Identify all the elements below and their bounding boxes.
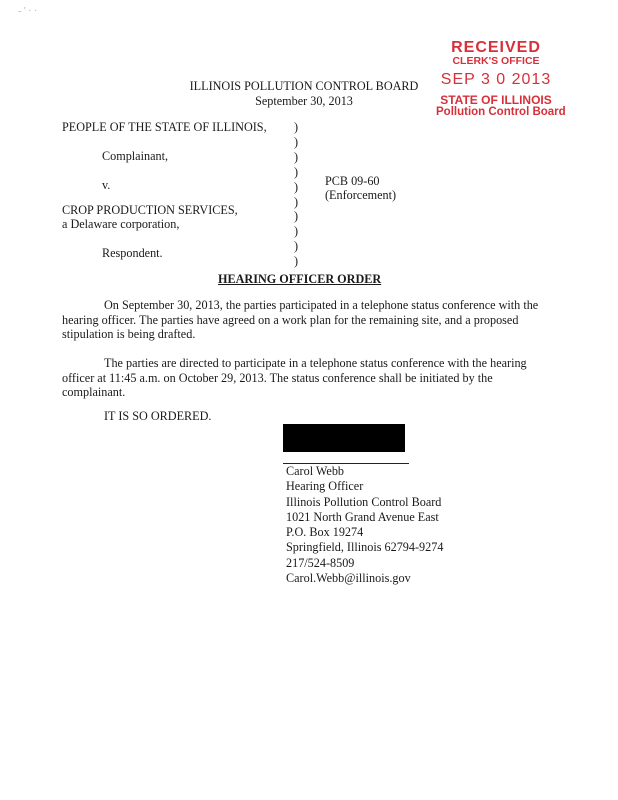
order-title: HEARING OFFICER ORDER [218,272,382,286]
signer-po-box: P.O. Box 19274 [286,525,364,540]
redacted-signature [283,424,405,452]
stamp-state: STATE OF ILLINOIS [440,93,552,107]
signer-city: Springfield, Illinois 62794-9274 [286,540,444,555]
order-paragraph-1: On September 30, 2013, the parties participated in a telephone status conference with the hearing officer. The parties have agreed on a work plan for the remaining site, and a proposed stipulation is being drafted. [62,298,539,341]
stamp-received: RECEIVED [451,39,541,56]
paren: ) [294,120,299,134]
paren: ) [294,149,299,164]
case-number: PCB 09-60 [325,174,380,188]
stamp-board: Pollution Control Board [436,106,566,118]
signer-title: Hearing Officer [286,479,364,494]
signer-phone: 217/524-8509 [286,555,355,570]
paren: ) [294,254,299,269]
defendant-description: a Delaware corporation, [62,217,180,231]
case-type: (Enforcement) [325,188,397,202]
paren: ) [294,164,299,179]
signer-email[interactable]: Carol.Webb@illinois.gov [286,571,411,586]
paren: ) [294,239,299,254]
paren: ) [294,179,299,194]
stamp-office: CLERK'S OFFICE [452,55,540,67]
signer-street: 1021 North Grand Avenue East [286,509,439,524]
order-paragraph-2: The parties are directed to participate in a telephone status conference with the hearing officer at 11:45 a.m. on October 29, 2013. The status conference shall be initiated by the complainant. [62,356,527,399]
scan-artifact: ‐ ' · · [18,6,38,17]
paren: ) [294,194,299,209]
defendant-role: Respondent. [102,246,163,260]
defendant-name: CROP PRODUCTION SERVICES, [62,203,238,217]
signer-name: Carol Webb [286,464,345,478]
versus: v. [102,178,111,192]
caption-parentheses [294,120,304,269]
paren: ) [294,134,299,149]
signature-block [286,464,443,586]
paren: ) [294,224,299,239]
signer-organization: Illinois Pollution Control Board [286,494,442,509]
paren: ) [294,209,299,224]
board-name-heading: ILLINOIS POLLUTION CONTROL BOARD [189,79,419,93]
received-stamp [436,39,566,118]
closing-statement: IT IS SO ORDERED. [104,409,212,423]
plaintiff-role: Complainant, [102,149,169,163]
plaintiff-name: PEOPLE OF THE STATE OF ILLINOIS, [62,120,267,134]
stamp-date: SEP 3 0 2013 [440,71,552,88]
order-date: September 30, 2013 [255,94,353,108]
